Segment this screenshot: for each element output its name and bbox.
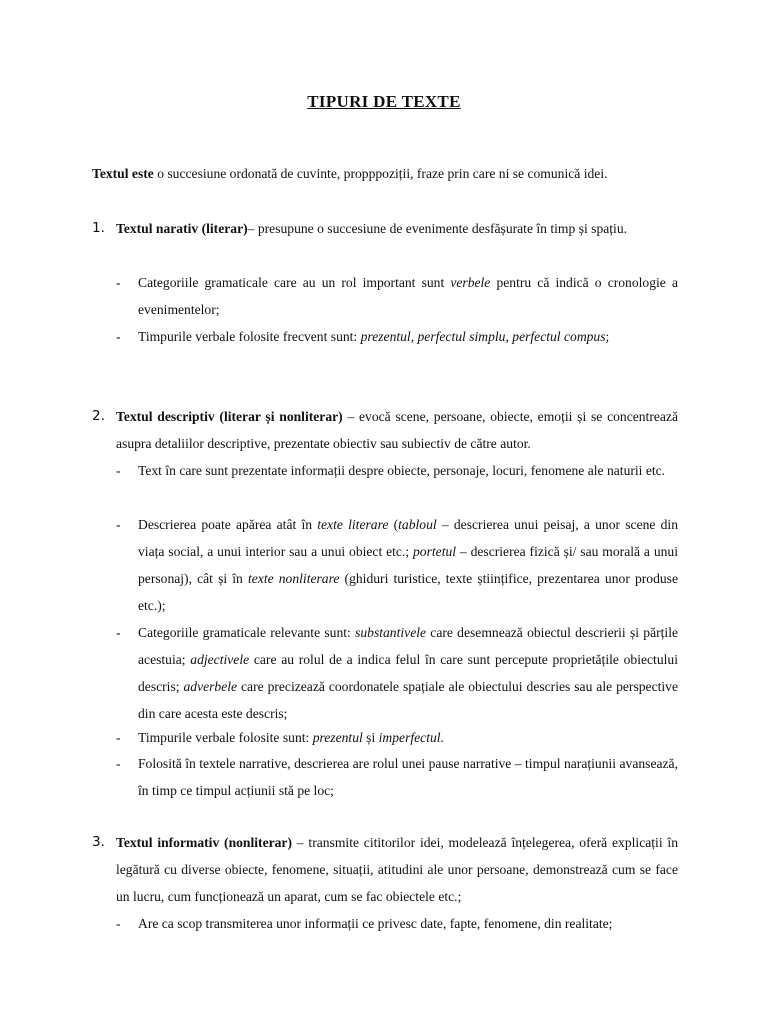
section-informativ	[116, 829, 678, 910]
bullet-italic: texte nonliterare	[247, 571, 340, 586]
bullet-italic: prezentul, perfectul simplu, perfectul compus	[360, 329, 606, 344]
bullet-text: (	[388, 517, 399, 532]
section-heading: Textul narativ (literar)	[116, 221, 248, 236]
intro-lead: Textul este	[92, 166, 154, 181]
bullet-italic: texte literare	[317, 517, 389, 532]
bullet-text: care au rolul de a indica felul în care sunt percepute proprietățile obiectului descris;	[138, 652, 678, 694]
bullet-dash: -	[116, 517, 121, 532]
section-heading: Textul informativ (nonliterar)	[116, 835, 292, 850]
bullet-italic: prezentul	[312, 730, 363, 745]
bullet-dash: -	[116, 730, 121, 745]
bullet-dash: -	[116, 625, 121, 640]
bullet-text: (ghiduri turistice, texte științifice, prezentarea unor produse etc.);	[138, 571, 679, 613]
list-item	[138, 457, 678, 484]
bullet-text: pentru că indică o cronologie a evenimentelor;	[138, 275, 678, 317]
list-item	[138, 910, 678, 937]
section-text: – evocă scene, persoane, obiecte, emoții și se concentrează asupra detaliilor descriptive, prezentate obiectiv sau subiectiv de către autor.	[116, 409, 678, 451]
bullet-text: Are ca scop transmiterea unor informații ce privesc date, fapte, fenomene, din realitate;	[138, 916, 613, 931]
list-item	[138, 724, 678, 751]
bullet-italic: tabloul	[398, 517, 437, 532]
list-item	[138, 323, 678, 350]
bullet-dash: -	[116, 463, 121, 478]
intro-text: o succesiune ordonată de cuvinte, propppoziții, fraze prin care ni se comunică idei.	[153, 166, 608, 181]
list-item	[138, 750, 678, 804]
section-text: – presupune o succesiune de evenimente desfășurate în timp și spațiu.	[247, 221, 628, 236]
section-number: 2.	[92, 408, 105, 424]
bullet-text: Categoriile gramaticale care au un rol important sunt	[138, 275, 451, 290]
bullet-text: Folosită în textele narrative, descrierea are rolul unei pause narrative – timpul narațiunii avansează, în timp ce timpul acțiunii stă pe loc;	[138, 756, 678, 798]
bullet-text: Timpurile verbale folosite frecvent sunt:	[138, 329, 361, 344]
page-title: TIPURI DE TEXTE	[307, 92, 461, 111]
section-number: 1.	[92, 220, 105, 236]
bullet-text: ;	[605, 329, 610, 344]
list-item	[138, 619, 678, 727]
bullet-text: Descrierea poate apărea atât în	[138, 517, 318, 532]
list-item	[138, 269, 678, 323]
bullet-dash: -	[116, 916, 121, 931]
section-narrativ	[116, 215, 678, 242]
bullet-text: Text în care sunt prezentate informații despre obiecte, personaje, locuri, fenomene ale naturii etc.	[138, 463, 666, 478]
bullet-text: și	[362, 730, 379, 745]
bullet-italic: imperfectul.	[378, 730, 444, 745]
list-item	[138, 511, 678, 619]
bullet-dash: -	[116, 329, 121, 344]
bullet-dash: -	[116, 756, 121, 771]
section-text: – transmite cititorilor idei, modelează înțelegerea, oferă explicații în legătură cu diverse obiecte, fenomene, situații, atitudini ale unor persoane, demonstrează cum se face un lucru, cum funcționează un aparat, cum se fac obiectele etc.;	[116, 835, 678, 904]
section-descriptiv	[116, 403, 678, 457]
section-heading: Textul descriptiv (literar și nonliterar)	[116, 409, 343, 424]
bullet-text: Categoriile gramaticale relevante sunt:	[138, 625, 356, 640]
bullet-text: care desemnează obiectul descrierii și părțile acestuia;	[138, 625, 678, 667]
section-number: 3.	[92, 834, 105, 850]
bullet-italic: portetul	[413, 544, 457, 559]
bullet-italic: adjectivele	[190, 652, 250, 667]
bullet-text: Timpurile verbale folosite sunt:	[138, 730, 313, 745]
bullet-text: care precizează coordonatele spațiale ale obiectului descries sau ale perspective din care acesta este descris;	[138, 679, 678, 721]
bullet-italic: verbele	[450, 275, 491, 290]
bullet-dash: -	[116, 275, 121, 290]
intro-paragraph	[92, 163, 678, 184]
bullet-text: – descrierea unui peisaj, a unor scene din viața social, a unui interior sau a unui obiect etc.;	[138, 517, 679, 559]
bullet-italic: substantivele	[355, 625, 427, 640]
bullet-text: – descrierea fizică și/ sau morală a unui personaj), cât și în	[138, 544, 678, 586]
bullet-italic: adverbele	[183, 679, 238, 694]
